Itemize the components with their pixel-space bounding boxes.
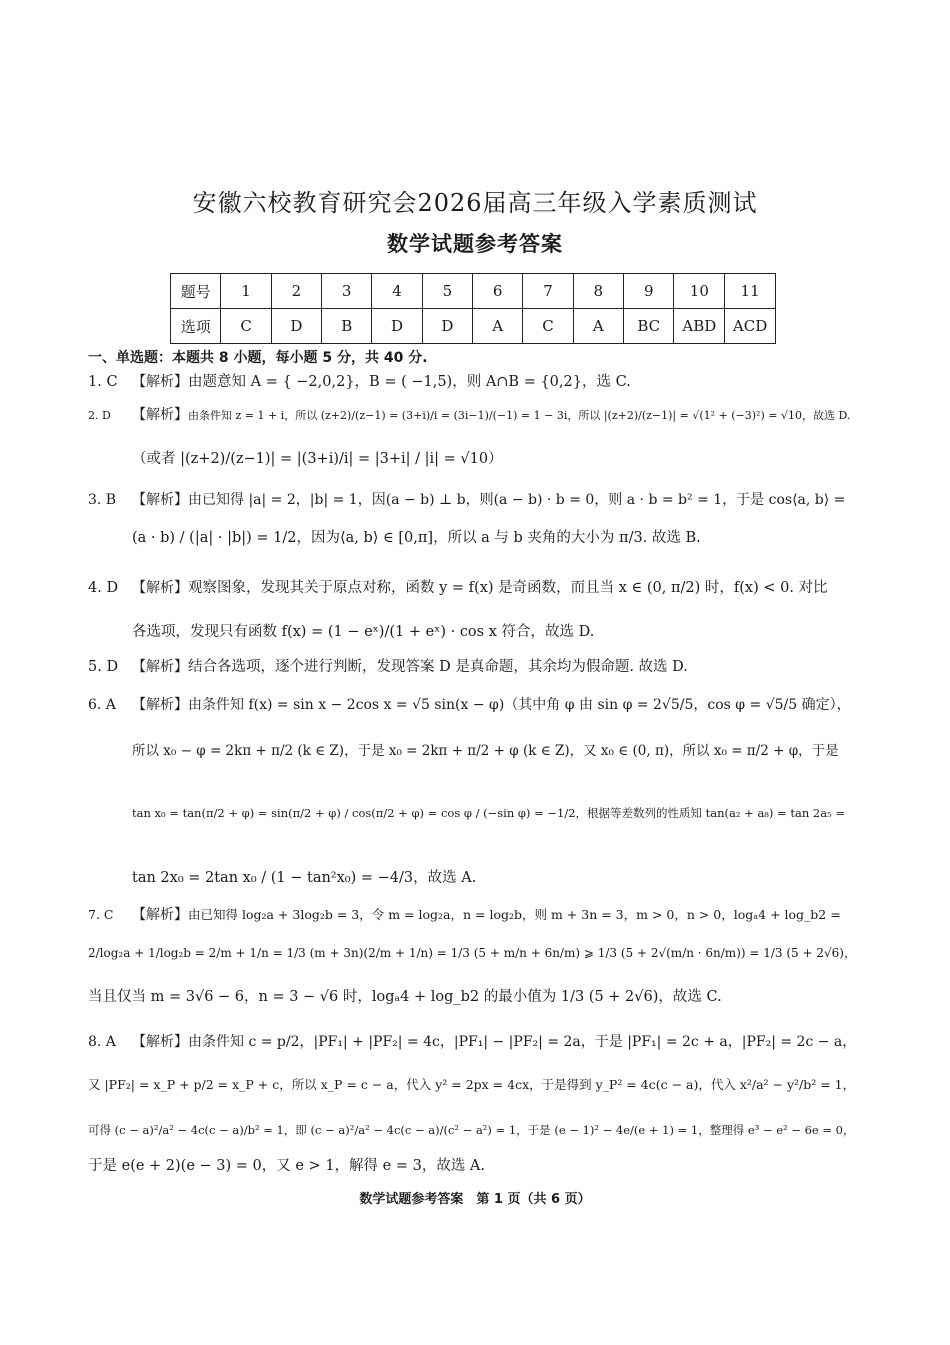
table-cell-answer: ACD [725,309,776,344]
answer-table [170,273,776,344]
table-cell-number: 1 [221,274,271,309]
page-footer: 数学试题参考答案 第 1 页（共 6 页） [359,1192,591,1207]
answer-table-option-row [171,309,776,344]
question-number: 8. A [88,1034,116,1050]
analysis-tag: 【解析】 [132,374,188,390]
table-cell-number: 7 [523,274,573,309]
question-8 [88,1032,863,1052]
question-number: 6. A [88,697,116,713]
question-6 [88,695,863,715]
table-cell-answer: ABD [674,309,725,344]
table-cell-number: 6 [473,274,523,309]
question-text: 所以 x₀ − φ = 2kπ + π/2 (k ∈ Z)，于是 x₀ = 2kπ + π/2 + φ (k ∈ Z)，又 x₀ ∈ (0, π)，所以 x₀ = π/2 + φ，于是 [132,743,839,759]
question-text: 结合各选项，逐个进行判断，发现答案 D 是真命题，其余均为假命题. 故选 D. [188,659,688,675]
table-cell-number: 11 [725,274,776,309]
question-4 [88,578,863,598]
document-title: 安徽六校教育研究会2026届高三年级入学素质测试 [192,189,758,217]
table-cell-answer: D [422,309,472,344]
document-subtitle: 数学试题参考答案 [387,232,563,256]
analysis-tag: 【解析】 [132,1034,188,1050]
question-text: 各选项，发现只有函数 f(x) = (1 − eˣ)/(1 + eˣ) · cos x 符合，故选 D. [132,624,595,640]
question-text: (a · b) / (|a| · |b|) = 1/2，因为⟨a, b⟩ ∈ [0,π]，所以 a 与 b 夹角的大小为 π/3. 故选 B. [132,530,701,546]
analysis-tag: 【解析】 [132,580,188,596]
table-cell-answer: B [322,309,372,344]
question-text: 于是 e(e + 2)(e − 3) = 0，又 e > 1，解得 e = 3，故选 A. [88,1158,486,1174]
answer-table-number-row [171,274,776,309]
table-cell-answer: BC [623,309,674,344]
analysis-tag: 【解析】 [132,407,188,423]
table-cell-answer: A [473,309,523,344]
question-number: 5. D [88,659,119,675]
question-text: 观察图象，发现其关于原点对称，函数 y = f(x) 是奇函数，而且当 x ∈ (0, π/2) 时，f(x) < 0. 对比 [188,580,828,596]
question-text: 由条件知 f(x) = sin x − 2cos x = √5 sin(x − φ)（其中角 φ 由 sin φ = 2√5/5，cos φ = √5/5 确定）， [188,697,851,713]
table-cell-answer: D [271,309,321,344]
question-2 [88,405,863,426]
table-cell-answer: C [221,309,271,344]
question-number: 2. D [88,409,111,422]
question-number: 7. C [88,907,114,922]
question-text: 2/log₂a + 1/log₂b = 2/m + 1/n = 1/3 (m + 3n)(2/m + 1/n) = 1/3 (5 + m/n + 6n/m) ⩾ 1/3 (5 + 2√(m/n · 6n/m)) = 1/3 (5 + 2√6)， [88,946,856,960]
analysis-tag: 【解析】 [132,492,188,508]
question-text: 当且仅当 m = 3√6 − 6，n = 3 − √6 时，logₐ4 + log_b2 的最小值为 1/3 (5 + 2√6)，故选 C. [88,989,722,1005]
analysis-tag: 【解析】 [132,659,188,675]
question-5 [88,657,863,677]
table-cell-answer: C [523,309,573,344]
question-number: 3. B [88,492,117,508]
table-cell-answer: A [573,309,623,344]
question-text: tan 2x₀ = 2tan x₀ / (1 − tan²x₀) = −4/3，故选 A. [132,870,477,886]
question-3 [88,490,863,510]
table-cell-number: 10 [674,274,725,309]
table-cell-number: 2 [271,274,321,309]
question-text: 由已知得 |a| = 2，|b| = 1，因(a − b) ⊥ b，则(a − b) · b = 0，则 a · b = b² = 1，于是 cos⟨a, b⟩ = [188,492,846,508]
question-text: （或者 |(z+2)/(z−1)| = |(3+i)/i| = |3+i| / |i| = √10） [132,451,503,467]
question-7 [88,905,863,925]
table-cell-answer: D [372,309,422,344]
table-cell-number: 8 [573,274,623,309]
question-text: 由条件知 z = 1 + i，所以 (z+2)/(z−1) = (3+i)/i = (3i−1)/(−1) = 1 − 3i，所以 |(z+2)/(z−1)| = √(1² + (−3)²) = √10，故选 D. [188,409,851,422]
section-heading: 一、单选题：本题共 8 小题，每小题 5 分，共 40 分. [88,350,428,366]
question-text: 可得 (c − a)²/a² − 4c(c − a)/b² = 1，即 (c − a)²/a² − 4c(c − a)/(c² − a²) = 1，于是 (e − 1)² − 4e/(e + 1) = 1，整理得 e³ − e² − 6e = 0， [88,1123,855,1137]
question-text: 由已知得 log₂a + 3log₂b = 3，令 m = log₂a，n = log₂b，则 m + 3n = 3，m > 0，n > 0，logₐ4 + log_b2 = [188,907,841,922]
table-cell-number: 9 [623,274,674,309]
table-header-number: 题号 [171,274,221,309]
question-1 [88,372,863,392]
analysis-tag: 【解析】 [132,907,188,923]
question-text: 又 |PF₂| = x_P + p/2 = x_P + c，所以 x_P = c − a，代入 y² = 2px = 4cx，于是得到 y_P² = 4c(c − a)，代入 x²/a² − y²/b² = 1， [88,1077,856,1092]
question-number: 4. D [88,580,119,596]
table-header-option: 选项 [171,309,221,344]
question-text: 由条件知 c = p/2，|PF₁| + |PF₂| = 4c，|PF₁| − |PF₂| = 2a，于是 |PF₁| = 2c + a，|PF₂| = 2c − a， [188,1034,857,1050]
analysis-tag: 【解析】 [132,697,188,713]
question-text: tan x₀ = tan(π/2 + φ) = sin(π/2 + φ) / cos(π/2 + φ) = cos φ / (−sin φ) = −1/2，根据等差数列的性质知 tan(a₂ + a₈) = tan 2a₅ = [132,806,845,820]
question-number: 1. C [88,374,118,390]
table-cell-number: 3 [322,274,372,309]
table-cell-number: 5 [422,274,472,309]
table-cell-number: 4 [372,274,422,309]
question-text: 由题意知 A = { −2,0,2}，B = ( −1,5)，则 A∩B = {0,2}，选 C. [188,374,631,390]
